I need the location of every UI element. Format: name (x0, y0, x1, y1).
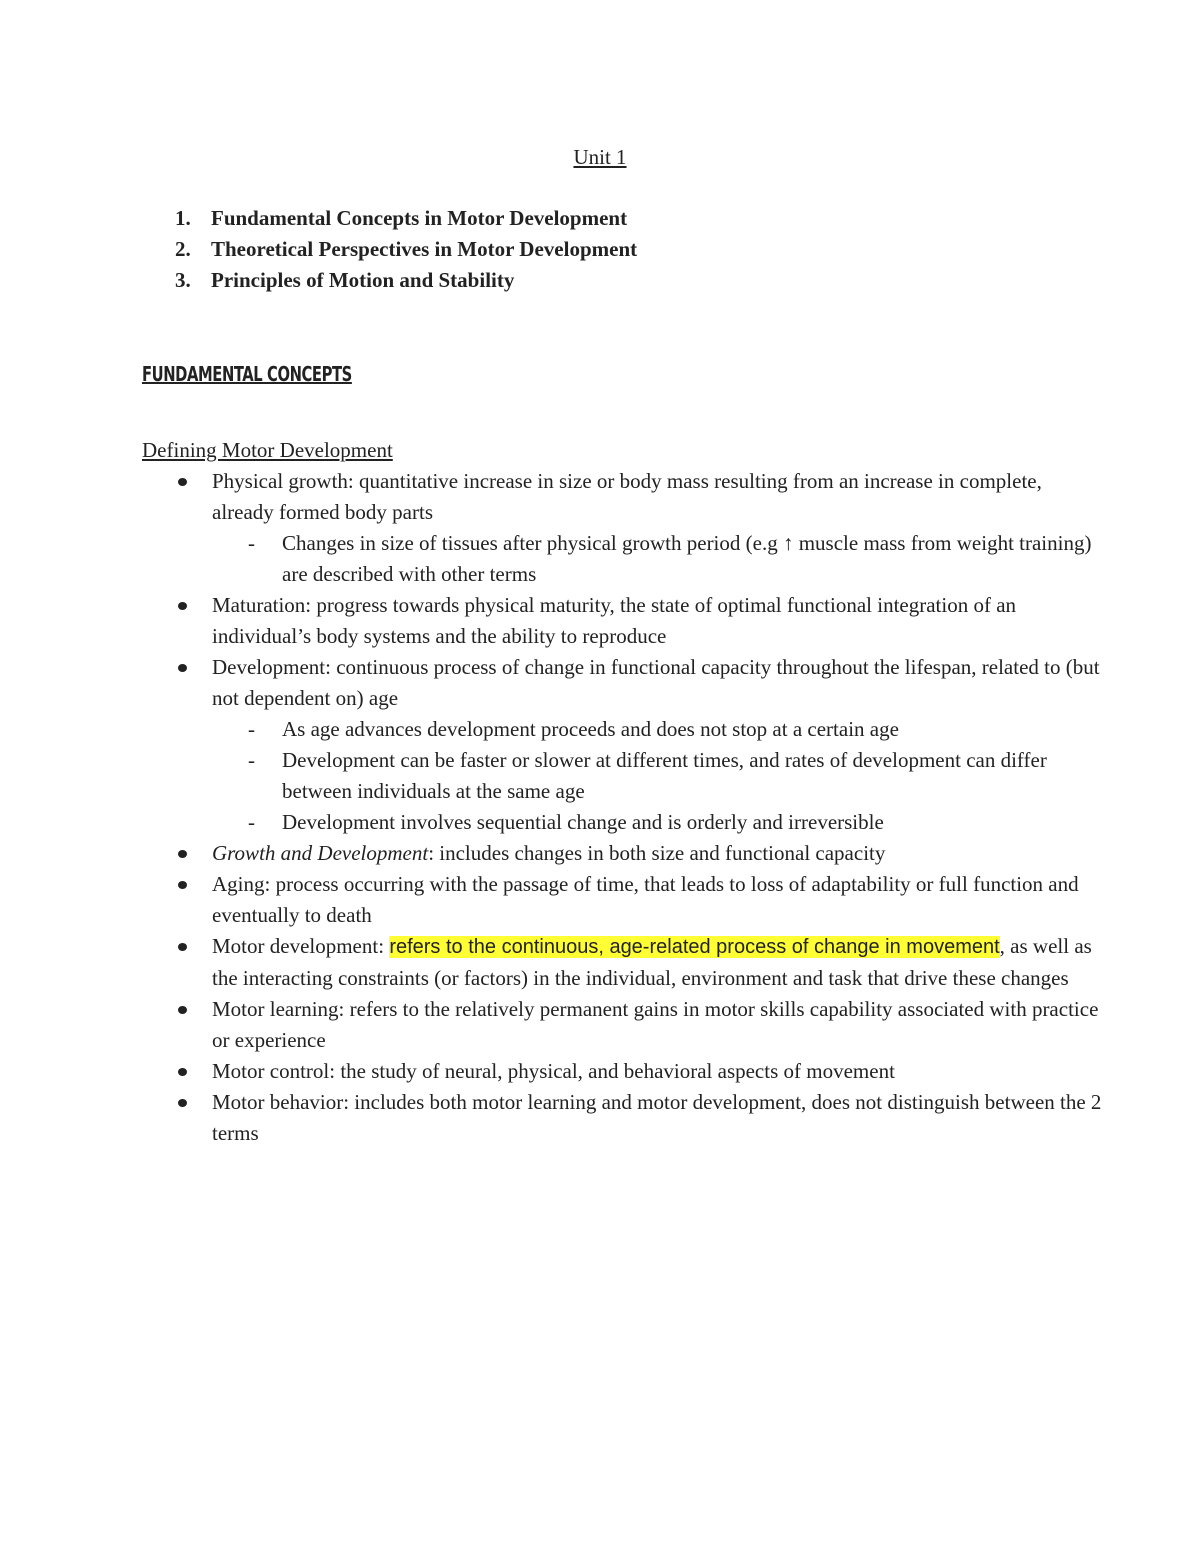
definitions-list (142, 466, 1102, 1149)
bullet-icon (178, 943, 187, 951)
sub-list-item (142, 714, 1102, 745)
list-item-text: , as well as the interacting constraints (or factors) in the individual, environment and task that drive these changes (212, 934, 1092, 990)
section-heading: FUNDAMENTAL CONCEPTS (142, 362, 352, 386)
dash-icon: - (248, 531, 255, 555)
toc-text: Theoretical Perspectives in Motor Development (211, 237, 638, 261)
sub-list-item-text: Development can be faster or slower at different times, and rates of development can differ between individuals at the same age (282, 748, 1047, 803)
bullet-icon (178, 1068, 187, 1076)
toc-number: 2. (175, 237, 191, 261)
toc-item (175, 234, 637, 265)
subheading: Defining Motor Development (142, 438, 393, 462)
sub-list-item-text: Development involves sequential change and is orderly and irreversible (282, 810, 884, 834)
list-item-text: Motor learning: refers to the relatively permanent gains in motor skills capability associated with practice or experience (212, 997, 1099, 1052)
list-item (142, 869, 1102, 931)
list-item (142, 590, 1102, 652)
toc-item (175, 203, 637, 234)
list-item (142, 652, 1102, 714)
sub-list-item (142, 807, 1102, 838)
dash-icon: - (248, 748, 255, 772)
list-item-text: Motor control: the study of neural, physical, and behavioral aspects of movement (212, 1059, 895, 1083)
list-item (142, 466, 1102, 528)
list-item-text: Development: continuous process of change in functional capacity throughout the lifespan, related to (but not dependent on) age (212, 655, 1100, 710)
sub-list-item-text: Changes in size of tissues after physical growth period (e.g ↑ muscle mass from weight training) are described with other terms (282, 531, 1092, 586)
list-item-text: Physical growth: quantitative increase in size or body mass resulting from an increase in complete, already formed body parts (212, 469, 1042, 524)
bullet-icon (178, 602, 187, 610)
bullet-icon (178, 1099, 187, 1107)
unit-title: Unit 1 (573, 145, 627, 169)
bullet-icon (178, 850, 187, 858)
dash-icon: - (248, 810, 255, 834)
bullet-icon (178, 478, 187, 486)
sub-list-item-text: As age advances development proceeds and does not stop at a certain age (282, 717, 899, 741)
list-item (142, 1056, 1102, 1087)
list-item-text: Maturation: progress towards physical maturity, the state of optimal functional integration of an individual’s body systems and the ability to reproduce (212, 593, 1017, 648)
bullet-icon (178, 881, 187, 889)
list-item-text: Motor behavior: includes both motor learning and motor development, does not distinguish between the 2 terms (212, 1090, 1102, 1145)
list-item-label: Motor development: (212, 934, 390, 958)
list-item (142, 994, 1102, 1056)
toc-text: Principles of Motion and Stability (211, 268, 515, 292)
highlighted-text: refers to the continuous, age-related process of change in movement (389, 936, 1000, 958)
toc-number: 3. (175, 268, 191, 292)
list-item-text: Aging: process occurring with the passage of time, that leads to loss of adaptability or full function and eventually to death (212, 872, 1079, 927)
toc-text: Fundamental Concepts in Motor Development (211, 206, 628, 230)
bullet-icon (178, 664, 187, 672)
sub-list-item (142, 528, 1102, 590)
list-item (142, 931, 1102, 994)
toc-item (175, 265, 637, 296)
sub-list-item (142, 745, 1102, 807)
toc-number: 1. (175, 206, 191, 230)
bullet-icon (178, 1006, 187, 1014)
dash-icon: - (248, 717, 255, 741)
list-item (142, 838, 1102, 869)
list-item (142, 1087, 1102, 1149)
list-item-text: : includes changes in both size and functional capacity (428, 841, 886, 865)
term-growth-and-development: Growth and Development (212, 841, 429, 865)
table-of-contents (175, 203, 637, 296)
